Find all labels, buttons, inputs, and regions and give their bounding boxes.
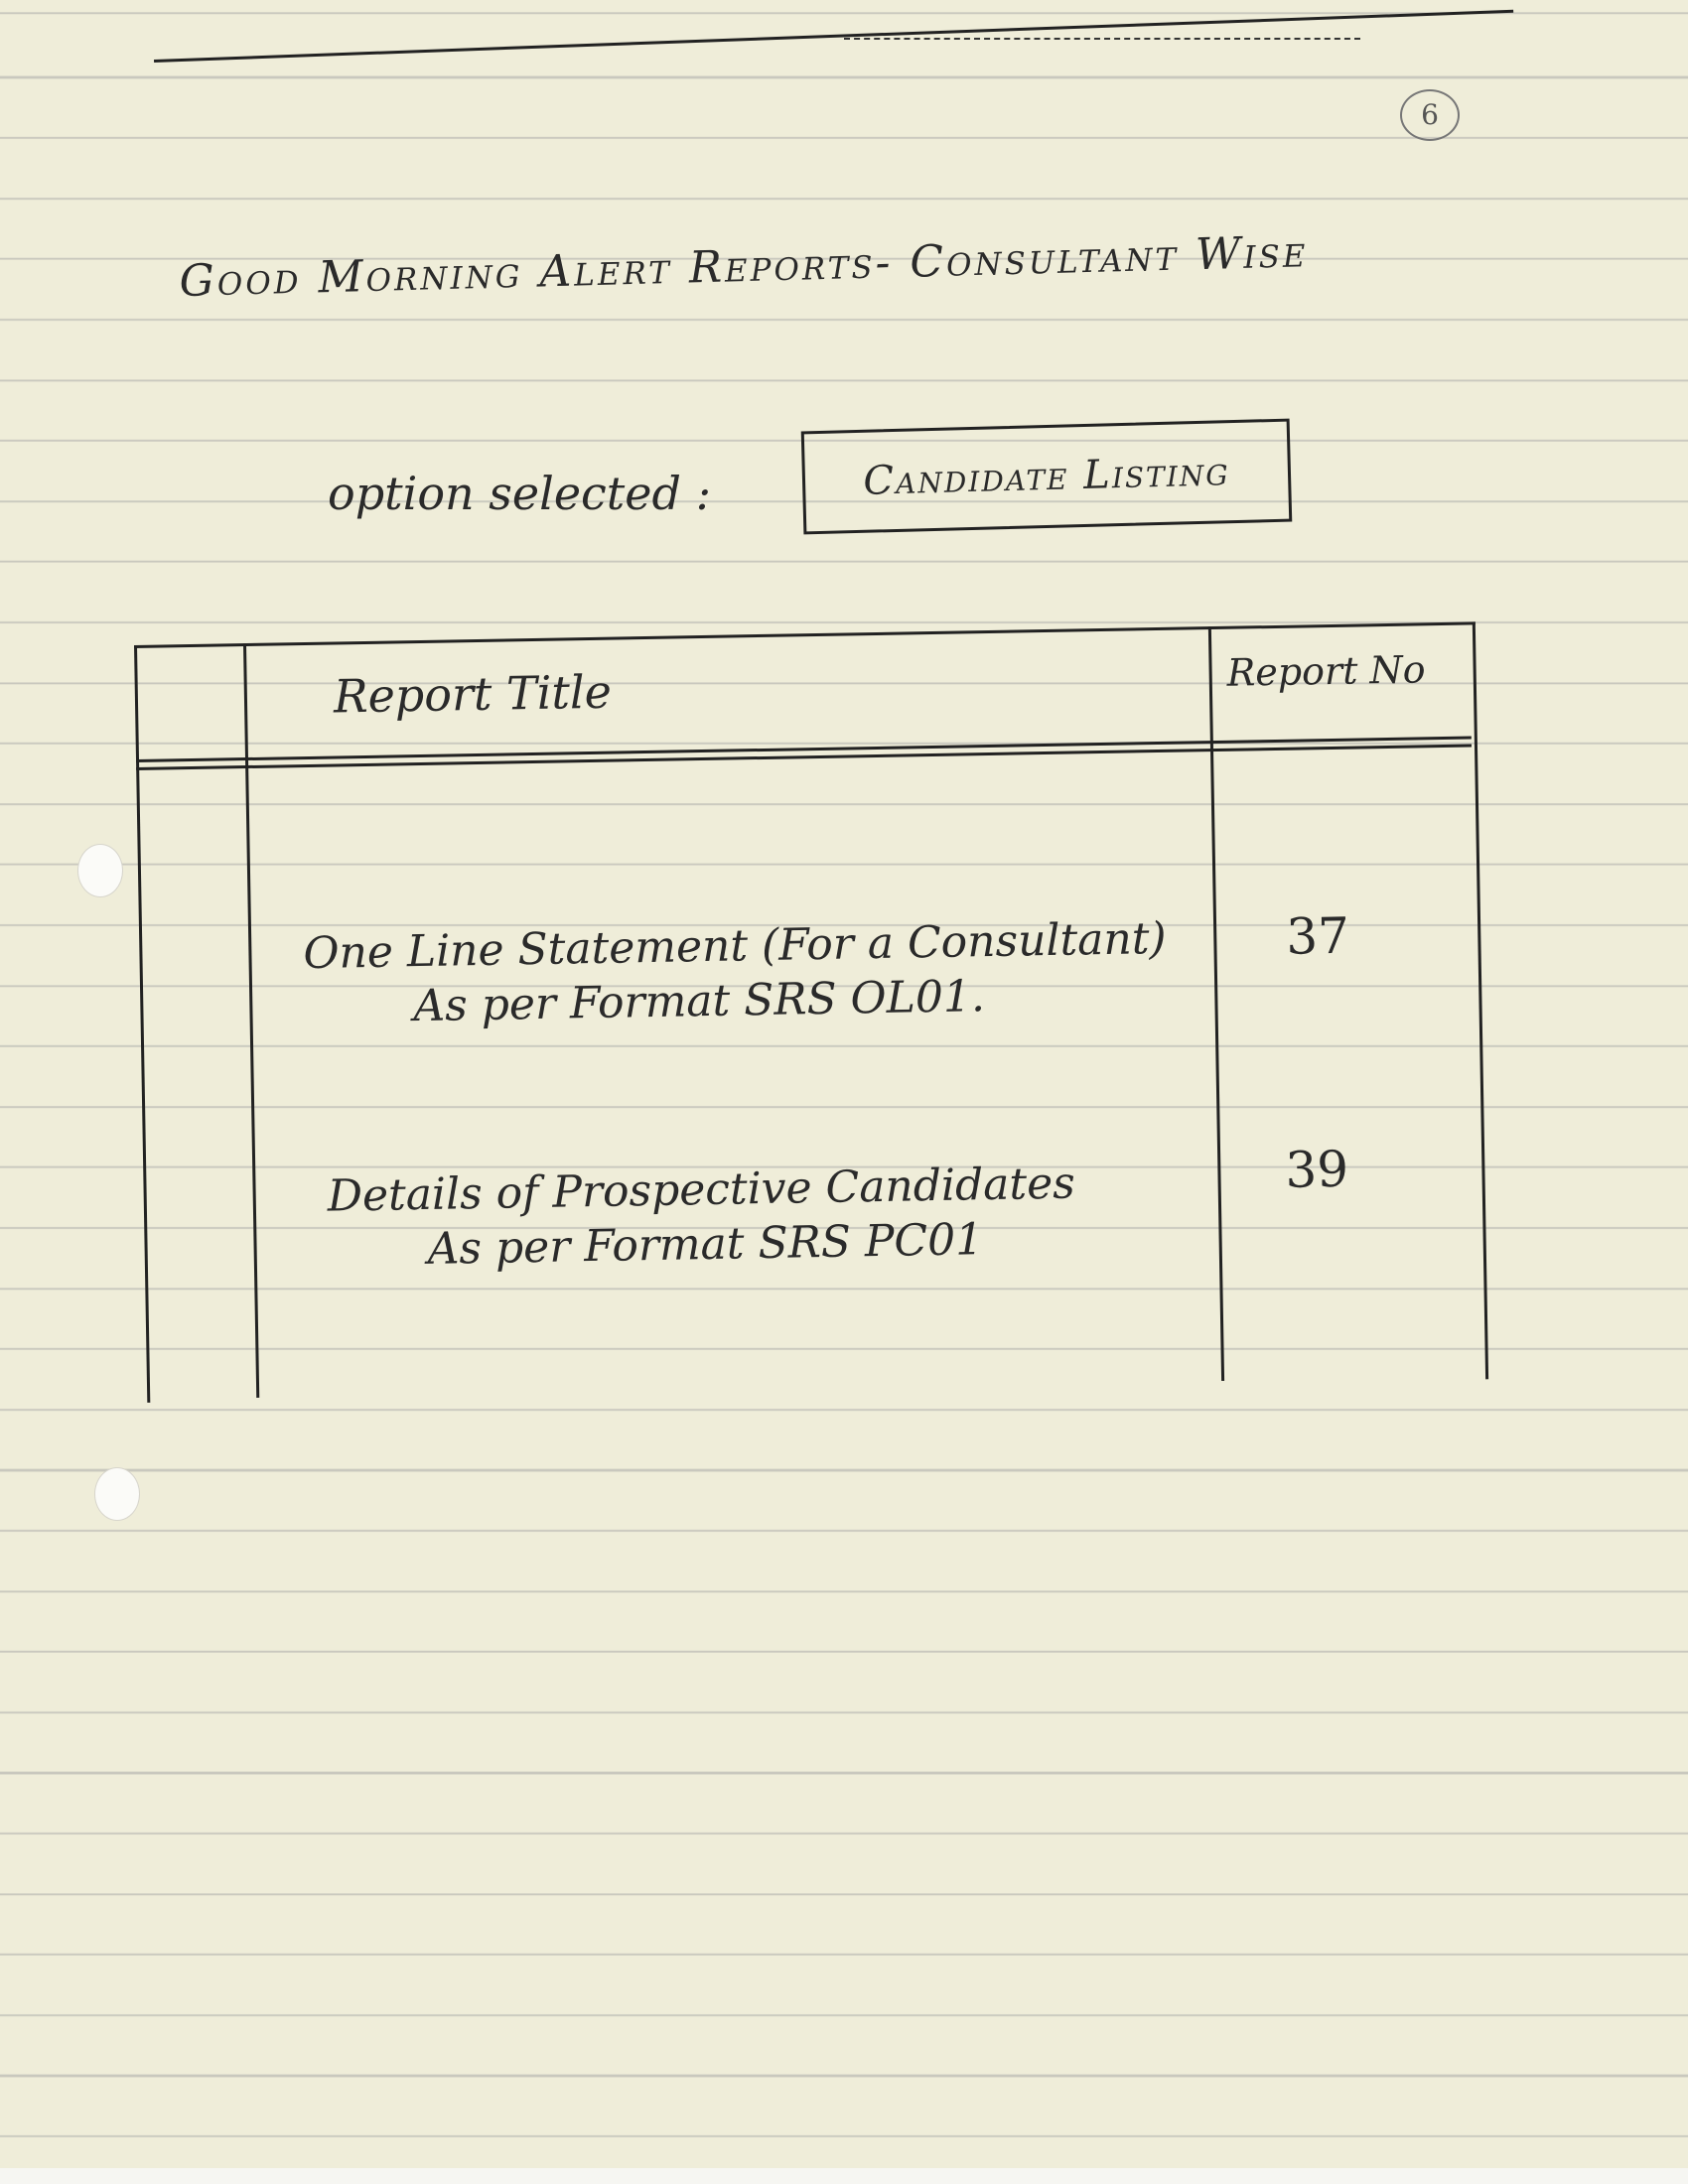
row-2-title-line-2: As per Format SRS PC01 [427,1214,984,1275]
row-2-report-no: 39 [1284,1140,1349,1199]
row-2-title-line-1: Details of Prospective Candidates [327,1158,1076,1222]
option-label [328,467,711,520]
option-label-text: option selected : [328,467,712,520]
table-header-report-no: Report No [1226,647,1426,695]
option-selected-value: Candidate Listing [801,419,1293,535]
row-1-report-no: 37 [1285,906,1350,966]
row-1-title-line-2: As per Format SRS OL01. [412,971,986,1032]
report-table [134,622,1482,1400]
punch-hole-bottom [94,1467,140,1521]
page-edge [0,2168,1688,2184]
row-1-title-line-1: One Line Statement (For a Consultant) [303,912,1168,980]
table-header-report-title: Report Title [333,664,613,724]
page-number: 6 [1400,89,1460,141]
page-title: Good Morning Alert Reports- Consultant Wise [179,226,1309,307]
top-dashed-line [844,38,1360,40]
punch-hole-top [77,844,123,897]
